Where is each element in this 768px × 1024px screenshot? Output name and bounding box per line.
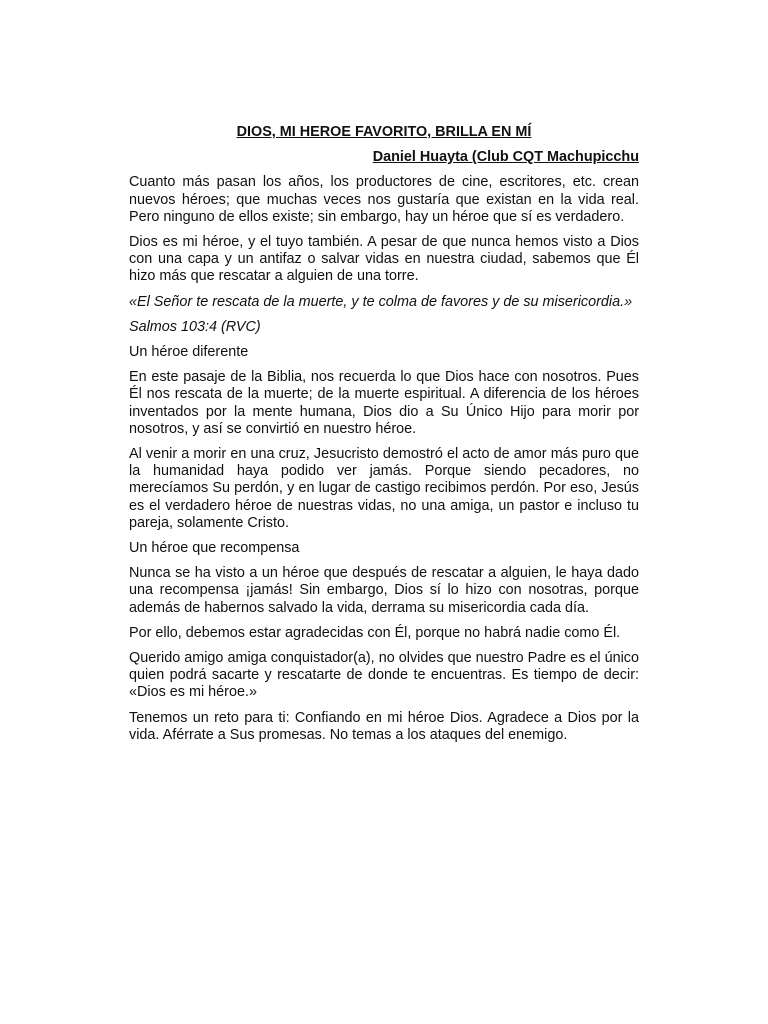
paragraph-conquistador: Querido amigo amiga conquistador(a), no olvides que nuestro Padre es el único quien podrá sacarte y rescatarte de donde te encuentras. Es tiempo de decir: «Dios es mi héroe.» [129,650,639,701]
paragraph-hero: Dios es mi héroe, y el tuyo también. A pesar de que nunca hemos visto a Dios con una capa y un antifaz o salvar vidas en nuestra ciudad, sabemos que Él hizo más que rescatar a alguien de una torre. [129,234,639,285]
paragraph-gratitude: Por ello, debemos estar agradecidas con Él, porque no habrá nadie como Él. [129,624,621,641]
bible-quote: «El Señor te rescata de la muerte, y te colma de favores y de su misericordia.» [129,293,633,310]
paragraph-reward: Nunca se ha visto a un héroe que después de rescatar a alguien, le haya dado una recompensa ¡jamás! Sin embargo, Dios sí lo hizo con nosotras, porque además de habernos salvado la vida, derrama su misericordia cada día. [129,565,639,616]
paragraph-intro: Cuanto más pasan los años, los productores de cine, escritores, etc. crean nuevos héroes; que muchas veces nos gustaría que existan en la vida real. Pero ninguno de ellos existe; sin embargo, hay un héroe que sí es verdadero. [129,174,639,225]
bible-reference: Salmos 103:4 (RVC) [129,318,261,335]
document-author: Daniel Huayta (Club CQT Machupicchu [372,149,639,166]
document-page [129,124,639,752]
paragraph-cross: Al venir a morir en una cruz, Jesucristo demostró el acto de amor más puro que la humanidad haya podido ver jamás. Porque siendo pecadores, no merecíamos Su perdón, y en lugar de castigo recibimos perdón. Por eso, Jesús es el verdadero héroe de nuestras vidas, no una amiga, un pastor e incluso tu pareja, solamente Cristo. [129,446,639,531]
section-heading-rewarding-hero: Un héroe que recompensa [129,540,300,557]
paragraph-challenge: Tenemos un reto para ti: Confiando en mi héroe Dios. Agradece a Dios por la vida. Aférrate a Sus promesas. No temas a los ataques del enemigo. [129,709,639,743]
document-title: DIOS, MI HEROE FAVORITO, BRILLA EN MÍ [236,124,532,140]
section-heading-different-hero: Un héroe diferente [129,344,249,361]
paragraph-passage: En este pasaje de la Biblia, nos recuerda lo que Dios hace con nosotros. Pues Él nos rescata de la muerte; de la muerte espiritual. A diferencia de los héroes inventados por la mente humana, Dios dio a Su Único Hijo para morir por nosotros, y así se convirtió en nuestro héroe. [129,369,639,437]
